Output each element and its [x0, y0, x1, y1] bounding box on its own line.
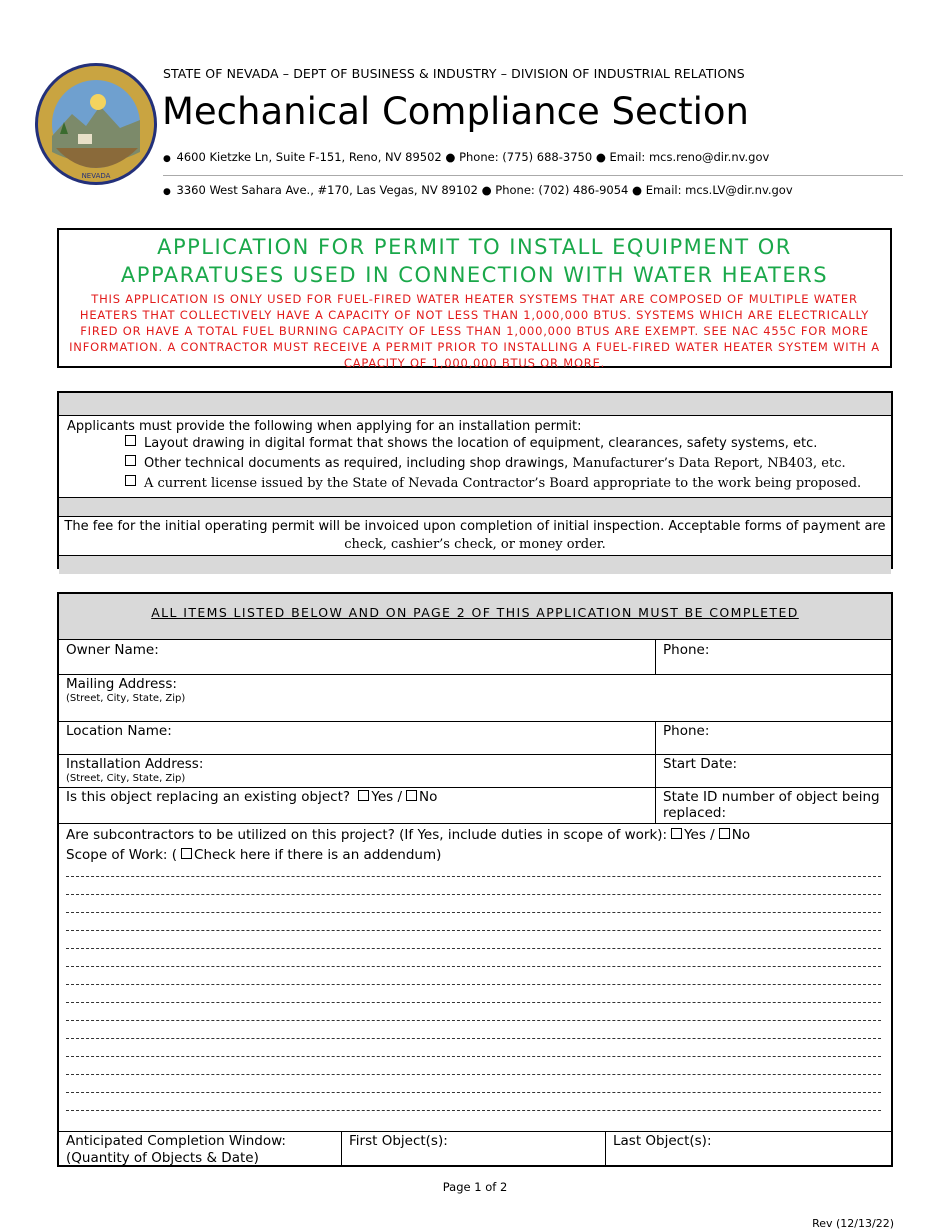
requirement-item-1 [125, 434, 883, 454]
seal-caption: NEVADA [81, 172, 111, 180]
replacing-no-label: No [419, 789, 438, 805]
mailing-address-label: Mailing Address: [66, 676, 177, 692]
lasvegas-office-text: 3360 West Sahara Ave., #170, Las Vegas, NV 89102 ● Phone: (702) 486-9054 ● Email: mcs.LV@dir.nv.gov [176, 183, 793, 197]
replacing-no-checkbox[interactable] [406, 790, 417, 801]
start-date-label: Start Date: [663, 756, 738, 772]
scope-line [66, 1092, 881, 1093]
checkbox-icon[interactable] [125, 435, 136, 446]
application-title-line1: APPLICATION FOR PERMIT TO INSTALL EQUIPMENT OR [157, 235, 792, 259]
requirement-item-2-text-b: Manufacturer’s Data Report, NB403, etc. [572, 456, 846, 471]
installation-address-hint: (Street, City, State, Zip) [66, 773, 186, 784]
requirement-item-3 [125, 474, 883, 494]
page-title: Mechanical Compliance Section [162, 90, 749, 133]
lasvegas-office [163, 183, 793, 197]
addendum-checkbox[interactable] [181, 848, 192, 859]
mailing-address-hint: (Street, City, State, Zip) [66, 693, 186, 704]
requirement-item-1-text: Layout drawing in digital format that shows the location of equipment, clearances, safety systems, etc. [144, 436, 818, 451]
bullet-icon: ● [163, 187, 171, 197]
checkbox-icon[interactable] [125, 475, 136, 486]
subcontractors-yes-checkbox[interactable] [671, 828, 682, 839]
revision-date: Rev (12/13/22) [812, 1217, 894, 1230]
replacing-yes-label: Yes / [371, 789, 402, 805]
scope-line [66, 1110, 881, 1111]
first-objects-field[interactable] [342, 1131, 605, 1165]
owner-name-label: Owner Name: [66, 642, 159, 658]
owner-name-field[interactable] [59, 640, 655, 674]
fee-notice-line1: The fee for the initial operating permit will be invoiced upon completion of initial inspection. Acceptable forms of payment are [64, 519, 886, 534]
completion-window-hint: (Quantity of Objects & Date) [66, 1150, 259, 1166]
scope-line [66, 894, 881, 895]
location-phone-label: Phone: [663, 723, 710, 739]
requirements-mid-bar [59, 498, 891, 517]
scope-of-work-line [66, 845, 884, 865]
scope-line [66, 1074, 881, 1075]
scope-line [66, 1020, 881, 1021]
last-objects-field[interactable] [606, 1131, 891, 1165]
state-id-field[interactable] [656, 787, 891, 823]
page-number: Page 1 of 2 [442, 1180, 508, 1194]
replacing-yes-checkbox[interactable] [358, 790, 369, 801]
subcontractors-label: Are subcontractors to be utilized on this project? (If Yes, include duties in scope of work): [66, 827, 668, 843]
mailing-address-field[interactable] [59, 674, 891, 721]
replacing-object-question [59, 787, 655, 823]
completion-window-field [59, 1131, 341, 1165]
form-heading-text: ALL ITEMS LISTED BELOW AND ON PAGE 2 OF THIS APPLICATION MUST BE COMPLETED [151, 605, 799, 620]
checkbox-icon[interactable] [125, 455, 136, 466]
fee-notice-line2: check, cashier’s check, or money order. [344, 537, 606, 552]
requirement-item-2-text: Other technical documents as required, including shop drawings, [144, 456, 569, 471]
reno-office [163, 150, 769, 164]
nevada-state-seal [34, 62, 158, 186]
application-title-line2: APPARATUSES USED IN CONNECTION WITH WATER HEATERS [120, 263, 829, 287]
subcontractors-line [66, 825, 884, 845]
subcontractors-no-checkbox[interactable] [719, 828, 730, 839]
start-date-field[interactable] [656, 754, 891, 787]
header-divider [163, 175, 903, 176]
requirements-top-bar [59, 393, 891, 415]
application-title-box [57, 228, 892, 368]
application-title [59, 233, 890, 289]
location-name-field[interactable] [59, 721, 655, 754]
completion-window-label: Anticipated Completion Window: [66, 1133, 286, 1149]
scope-line [66, 948, 881, 949]
requirements-box [57, 391, 893, 569]
location-phone-field[interactable] [656, 721, 891, 754]
requirement-item-2 [125, 454, 883, 474]
application-note: THIS APPLICATION IS ONLY USED FOR FUEL-FIRED WATER HEATER SYSTEMS THAT ARE COMPOSED OF MULTIPLE WATER HEATERS THAT COLLECTIVELY HAVE A CAPACITY OF NOT LESS THAN 1,000,000 BTUS. SYSTEMS WHICH ARE ELECTRICALLY FIRED OR HAVE A TOTAL FUEL BURNING CAPACITY OF LESS THAN 1,000,000 BTUS ARE EXEMPT. SEE NAC 455C FOR MORE INFORMATION. A CONTRACTOR MUST RECEIVE A PERMIT PRIOR TO INSTALLING A FUEL-FIRED WATER HEATER SYSTEM WITH A CAPACITY OF 1,000,000 BTUS OR MORE. [69, 292, 880, 370]
state-id-label: State ID number of object being replaced: [663, 789, 880, 821]
last-objects-label: Last Object(s): [613, 1133, 712, 1149]
scope-of-work-label: Scope of Work: ( [66, 847, 178, 863]
scope-line [66, 930, 881, 931]
owner-phone-field[interactable] [656, 640, 891, 674]
installation-address-field[interactable] [59, 754, 655, 787]
scope-line [66, 1002, 881, 1003]
owner-phone-label: Phone: [663, 642, 710, 658]
replacing-object-label: Is this object replacing an existing object? [66, 789, 351, 805]
location-name-label: Location Name: [66, 723, 172, 739]
scope-line [66, 912, 881, 913]
requirement-item-3-text: A current license issued by the State of Nevada Contractor’s Board appropriate to the work being proposed. [144, 476, 862, 491]
agency-line: STATE OF NEVADA – DEPT OF BUSINESS & INDUSTRY – DIVISION OF INDUSTRIAL RELATIONS [163, 66, 745, 81]
subcontractors-no-label: No [731, 827, 751, 843]
subcontractors-question [59, 823, 891, 863]
addendum-label: Check here if there is an addendum) [194, 847, 442, 863]
scope-line [66, 1038, 881, 1039]
requirements-intro: Applicants must provide the following when applying for an installation permit: [67, 419, 582, 434]
scope-line [66, 984, 881, 985]
installation-address-label: Installation Address: [66, 756, 204, 772]
application-form [57, 592, 893, 1167]
requirements-body [59, 415, 891, 498]
scope-line [66, 1056, 881, 1057]
bullet-icon: ● [163, 154, 171, 164]
fee-notice [59, 517, 891, 556]
requirements-bottom-bar [59, 556, 891, 574]
first-objects-label: First Object(s): [349, 1133, 448, 1149]
scope-line [66, 966, 881, 967]
subcontractors-yes-label: Yes / [684, 827, 715, 843]
form-heading [59, 594, 891, 640]
scope-line [66, 876, 881, 877]
reno-office-text: 4600 Kietzke Ln, Suite F-151, Reno, NV 89502 ● Phone: (775) 688-3750 ● Email: mcs.reno@dir.nv.gov [176, 150, 770, 164]
